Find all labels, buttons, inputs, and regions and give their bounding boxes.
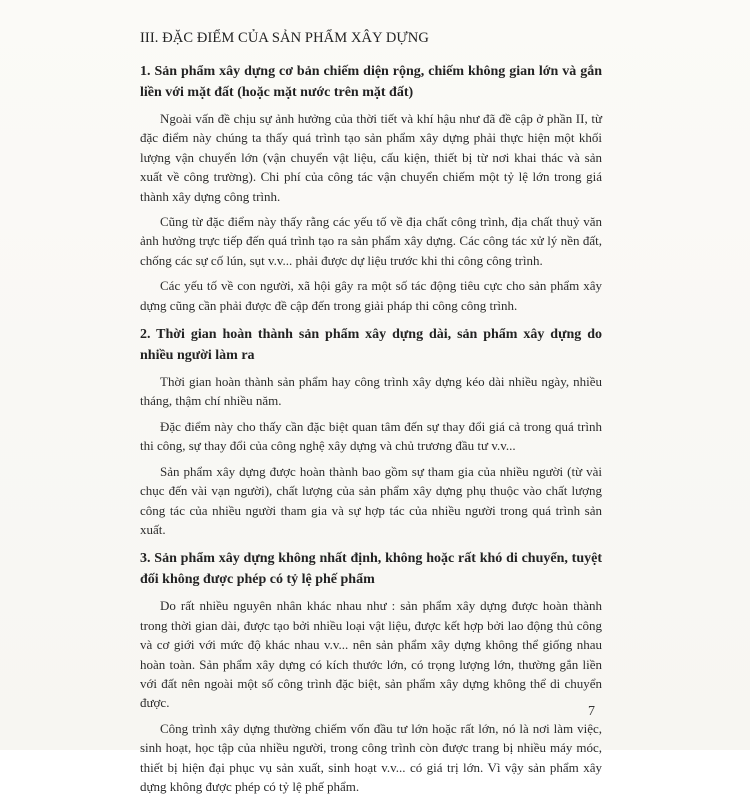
section-1-heading: 1. Sản phẩm xây dựng cơ bản chiếm diện rộng, chiếm không gian lớn và gắn liền với mặt đất (hoặc mặt nước trên mặt đất)	[140, 64, 602, 100]
section-3-paragraph-1: Do rất nhiều nguyên nhân khác nhau như : sản phẩm xây dựng được hoàn thành trong thời gian dài, được tạo bởi nhiều loại vật liệu, được kết hợp bởi lao động thủ công và cơ giới với mức độ khác nhau v.v... nên sản phẩm xây dựng không thể giống nhau hoàn toàn. Sản phẩm xây dựng có kích thước lớn, có trọng lượng lớn, thường gắn liền với đất nên ngoài một số công trình đặc biệt, sản phẩm xây dựng không thể di chuyển được.	[140, 598, 602, 711]
page-number: 7	[588, 704, 595, 719]
section-1-paragraph-2: Cũng từ đặc điểm này thấy rằng các yếu tố về địa chất công trình, địa chất thuỷ văn ảnh hưởng trực tiếp đến quá trình tạo ra sản phẩm xây dựng. Các công tác xử lý nền đất, chống các sự cố lún, sụt v.v... phải được dự liệu trước khi thi công công trình.	[140, 214, 602, 268]
section-2-paragraph-2: Đặc điểm này cho thấy cần đặc biệt quan tâm đến sự thay đổi giá cả trong quá trình thi công, sự thay đổi của công nghệ xây dựng và chủ trương đầu tư v.v...	[140, 418, 602, 454]
section-3-paragraph-2: Công trình xây dựng thường chiếm vốn đầu tư lớn hoặc rất lớn, nó là nơi làm việc, sinh hoạt, học tập của nhiều người, trong công trình còn được trang bị nhiều máy móc, thiết bị hiện đại phục vụ sản xuất, sinh hoạt v.v... có giá trị lớn. Vì vậy sản phẩm xây dựng không được phép có tỷ lệ phế phẩm.	[140, 720, 602, 794]
section-2-heading: 2. Thời gian hoàn thành sản phẩm xây dựng dài, sản phẩm xây dựng do nhiều người làm ra	[140, 327, 602, 364]
section-1-paragraph-1: Ngoài vấn đề chịu sự ảnh hưởng của thời tiết và khí hậu như đã đề cập ở phần II, từ đặc điểm này chúng ta thấy quá trình tạo sản phẩm xây dựng phải thực hiện một khối lượng vận chuyển lớn (vận chuyển vật liệu, cấu kiện, thiết bị từ nơi khai thác và sản xuất về công trường). Chi phí của công tác vận chuyển chiếm một tỷ lệ lớn trong giá thành xây dựng công trình.	[140, 111, 602, 204]
section-2-paragraph-3: Sản phẩm xây dựng được hoàn thành bao gồm sự tham gia của nhiều người (từ vài chục đến vài vạn người), chất lượng của sản phẩm xây dựng phụ thuộc vào chất lượng công tác của nhiều người tham gia và sự hợp tác của nhiều người trong quá trình sản xuất.	[140, 463, 602, 537]
section-2-paragraph-1: Thời gian hoàn thành sản phẩm hay công trình xây dựng kéo dài nhiều ngày, nhiều tháng, thậm chí nhiều năm.	[140, 374, 602, 409]
section-1-paragraph-3: Các yếu tố về con người, xã hội gây ra một số tác động tiêu cực cho sản phẩm xây dựng cũng cần phải được đề cập đến trong giải pháp thi công công trình.	[140, 278, 602, 313]
section-title: III. ĐẶC ĐIỂM CỦA SẢN PHẨM XÂY DỰNG	[140, 30, 429, 46]
text-column	[140, 30, 602, 802]
section-3-heading: 3. Sản phẩm xây dựng không nhất định, không hoặc rất khó di chuyển, tuyệt đối không được phép có tỷ lệ phế phẩm	[140, 551, 602, 588]
